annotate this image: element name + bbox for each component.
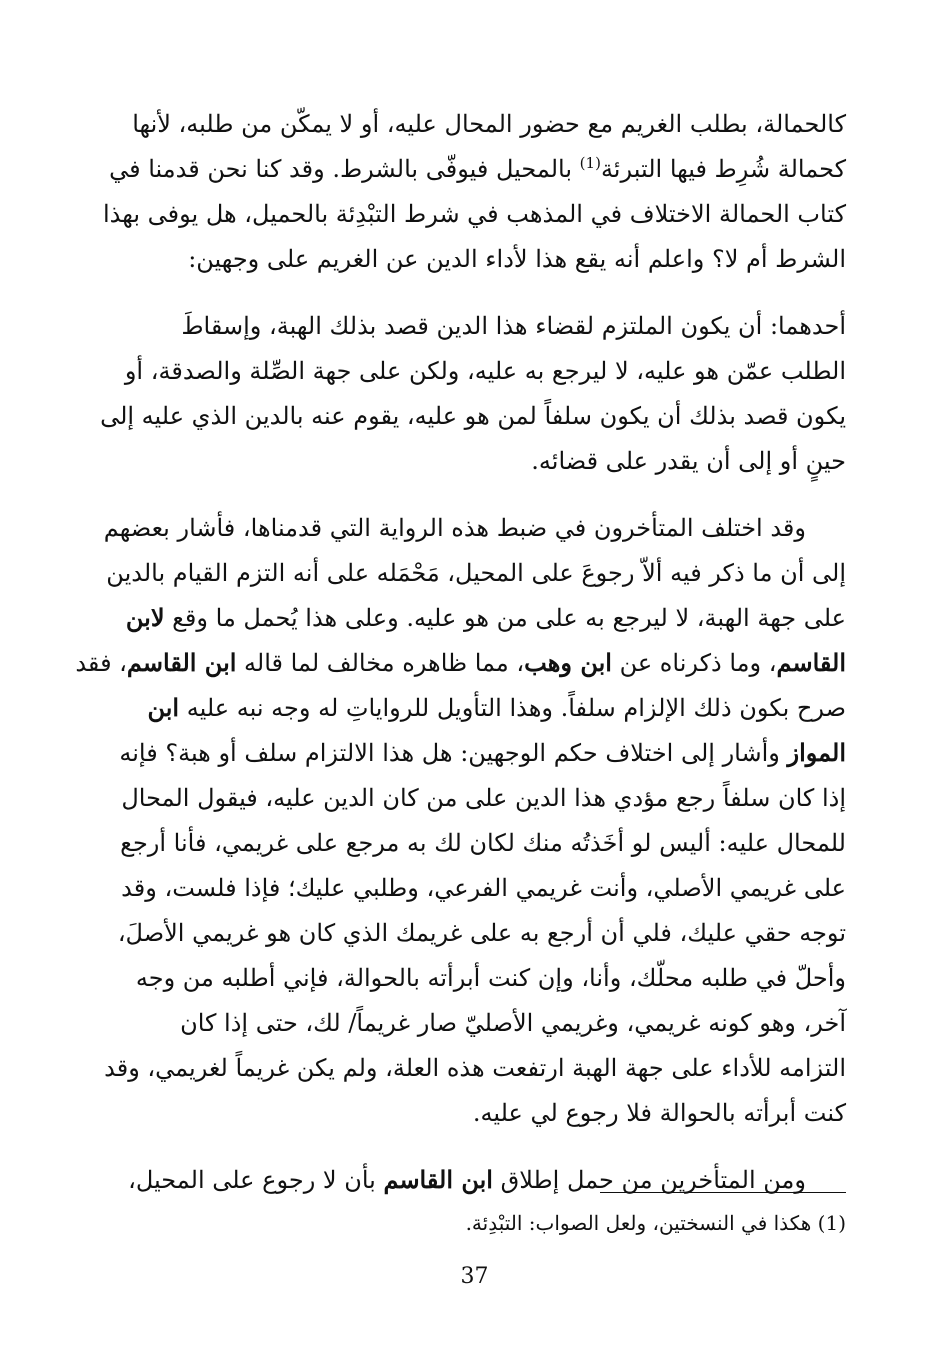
name-emphasis: القاسم bbox=[776, 648, 846, 677]
footnote-marker[interactable]: (1) bbox=[579, 154, 601, 172]
text-line: حينٍ أو إلى أن يقدر على قضائه. bbox=[531, 447, 846, 475]
footnote bbox=[104, 1208, 846, 1238]
text-line: على غريمي الأصلي، وأنت غريمي الفرعي، وطلبي عليك؛ فإذا فلست، وقد bbox=[121, 874, 846, 902]
name-emphasis: ابن bbox=[147, 693, 180, 722]
main-text bbox=[75, 106, 846, 1207]
text-line: إلى أن ما ذكر فيه ألاّ رجوعَ على المحيل، مَحْمَله على أنه التزم القيام بالدين bbox=[106, 559, 846, 587]
footnote-divider bbox=[600, 1192, 846, 1193]
name-emphasis: ابن وهب bbox=[524, 648, 612, 677]
text-line: توجه حقي عليك، فلي أن أرجع به على غريمك الذي كان هو غريمي الأصلَ، bbox=[117, 919, 846, 947]
text-line: للمحال عليه: أليس لو أخَذتُه منك لكان لك به مرجع على غريمي، فأنا أرجع bbox=[120, 829, 846, 857]
text-line: وقد اختلف المتأخرون في ضبط هذه الرواية التي قدمناها، فأشار بعضهم bbox=[103, 514, 806, 542]
text-line: كالحمالة، بطلب الغريم مع حضور المحال عليه، أو لا يمكّن من طلبه، لأنها bbox=[132, 110, 846, 138]
text-line: آخر، وهو كونه غريمي، وغريمي الأصليّ صار غريماً/ لك، حتى إذا كان bbox=[180, 1009, 846, 1037]
text-line: أحدهما: أن يكون الملتزم لقضاء هذا الدين قصد بذلك الهبة، وإسقاطَ bbox=[181, 312, 846, 340]
text-line: الطلب عمّن هو عليه، لا ليرجع به عليه، ولكن على جهة الصِّلة والصدقة، أو bbox=[124, 357, 846, 385]
text-segment: كحمالة شُرِط فيها التبرئة bbox=[600, 155, 846, 183]
text-segment: بالمحيل فيوفّى بالشرط. وقد كنا نحن قدمنا في bbox=[109, 155, 580, 183]
text-line: كنت أبرأته بالحوالة فلا رجوع لي عليه. bbox=[472, 1099, 846, 1127]
name-emphasis: لابن bbox=[125, 603, 165, 632]
text-line: يكون قصد بذلك أن يكون سلفاً لمن هو عليه، يقوم عنه بالدين الذي عليه إلى bbox=[100, 402, 846, 430]
text-line: الشرط أم لا؟ واعلم أنه يقع هذا لأداء الدين عن الغريم على وجهين: bbox=[188, 245, 846, 273]
text-line: كتاب الحمالة الاختلاف في المذهب في شرط التبْدِئة بالحميل، هل يوفى بهذا bbox=[103, 200, 846, 228]
footnote-number: (1) bbox=[817, 1211, 846, 1235]
footnote-text: هكذا في النسختين، ولعل الصواب: التبْدِئة. bbox=[465, 1211, 812, 1235]
text-line: صرح بكون ذلك الإلزام سلفاً. وهذا التأويل للرواياتِ له وجه نبه عليه ابن bbox=[147, 693, 846, 722]
name-emphasis: المواز bbox=[787, 738, 846, 767]
name-emphasis: ابن القاسم bbox=[126, 648, 237, 677]
text-line: إذا كان سلفاً رجع مؤدي هذا الدين على من كان الدين عليه، فيقول المحال bbox=[121, 784, 846, 812]
text-line: القاسم، وما ذكرناه عن ابن وهب، مما ظاهره مخالف لما قاله ابن القاسم، فقد bbox=[75, 648, 846, 677]
name-emphasis: ابن القاسم bbox=[383, 1165, 493, 1194]
text-line: على جهة الهبة، لا ليرجع به على من هو عليه. وعلى هذا يُحمل ما وقع لابن bbox=[125, 603, 846, 632]
text-line bbox=[104, 151, 846, 196]
text-line: وأحلّ في طلبه محلّك، وأنا، وإن كنت أبرأته بالحوالة، فإني أطلبه من وجه bbox=[135, 964, 846, 992]
text-line: المواز وأشار إلى اختلاف حكم الوجهين: هل هذا الالتزام سلف أو هبة؟ فإنه bbox=[119, 738, 846, 767]
text-line: التزامه للأداء على جهة الهبة ارتفعت هذه العلة، ولم يكن غريماً لغريمي، وقد bbox=[104, 1054, 846, 1082]
page-number: 37 bbox=[460, 1264, 489, 1289]
text-line: ومن المتأخرين من حمل إطلاق ابن القاسم بأن لا رجوع على المحيل، bbox=[128, 1165, 806, 1194]
